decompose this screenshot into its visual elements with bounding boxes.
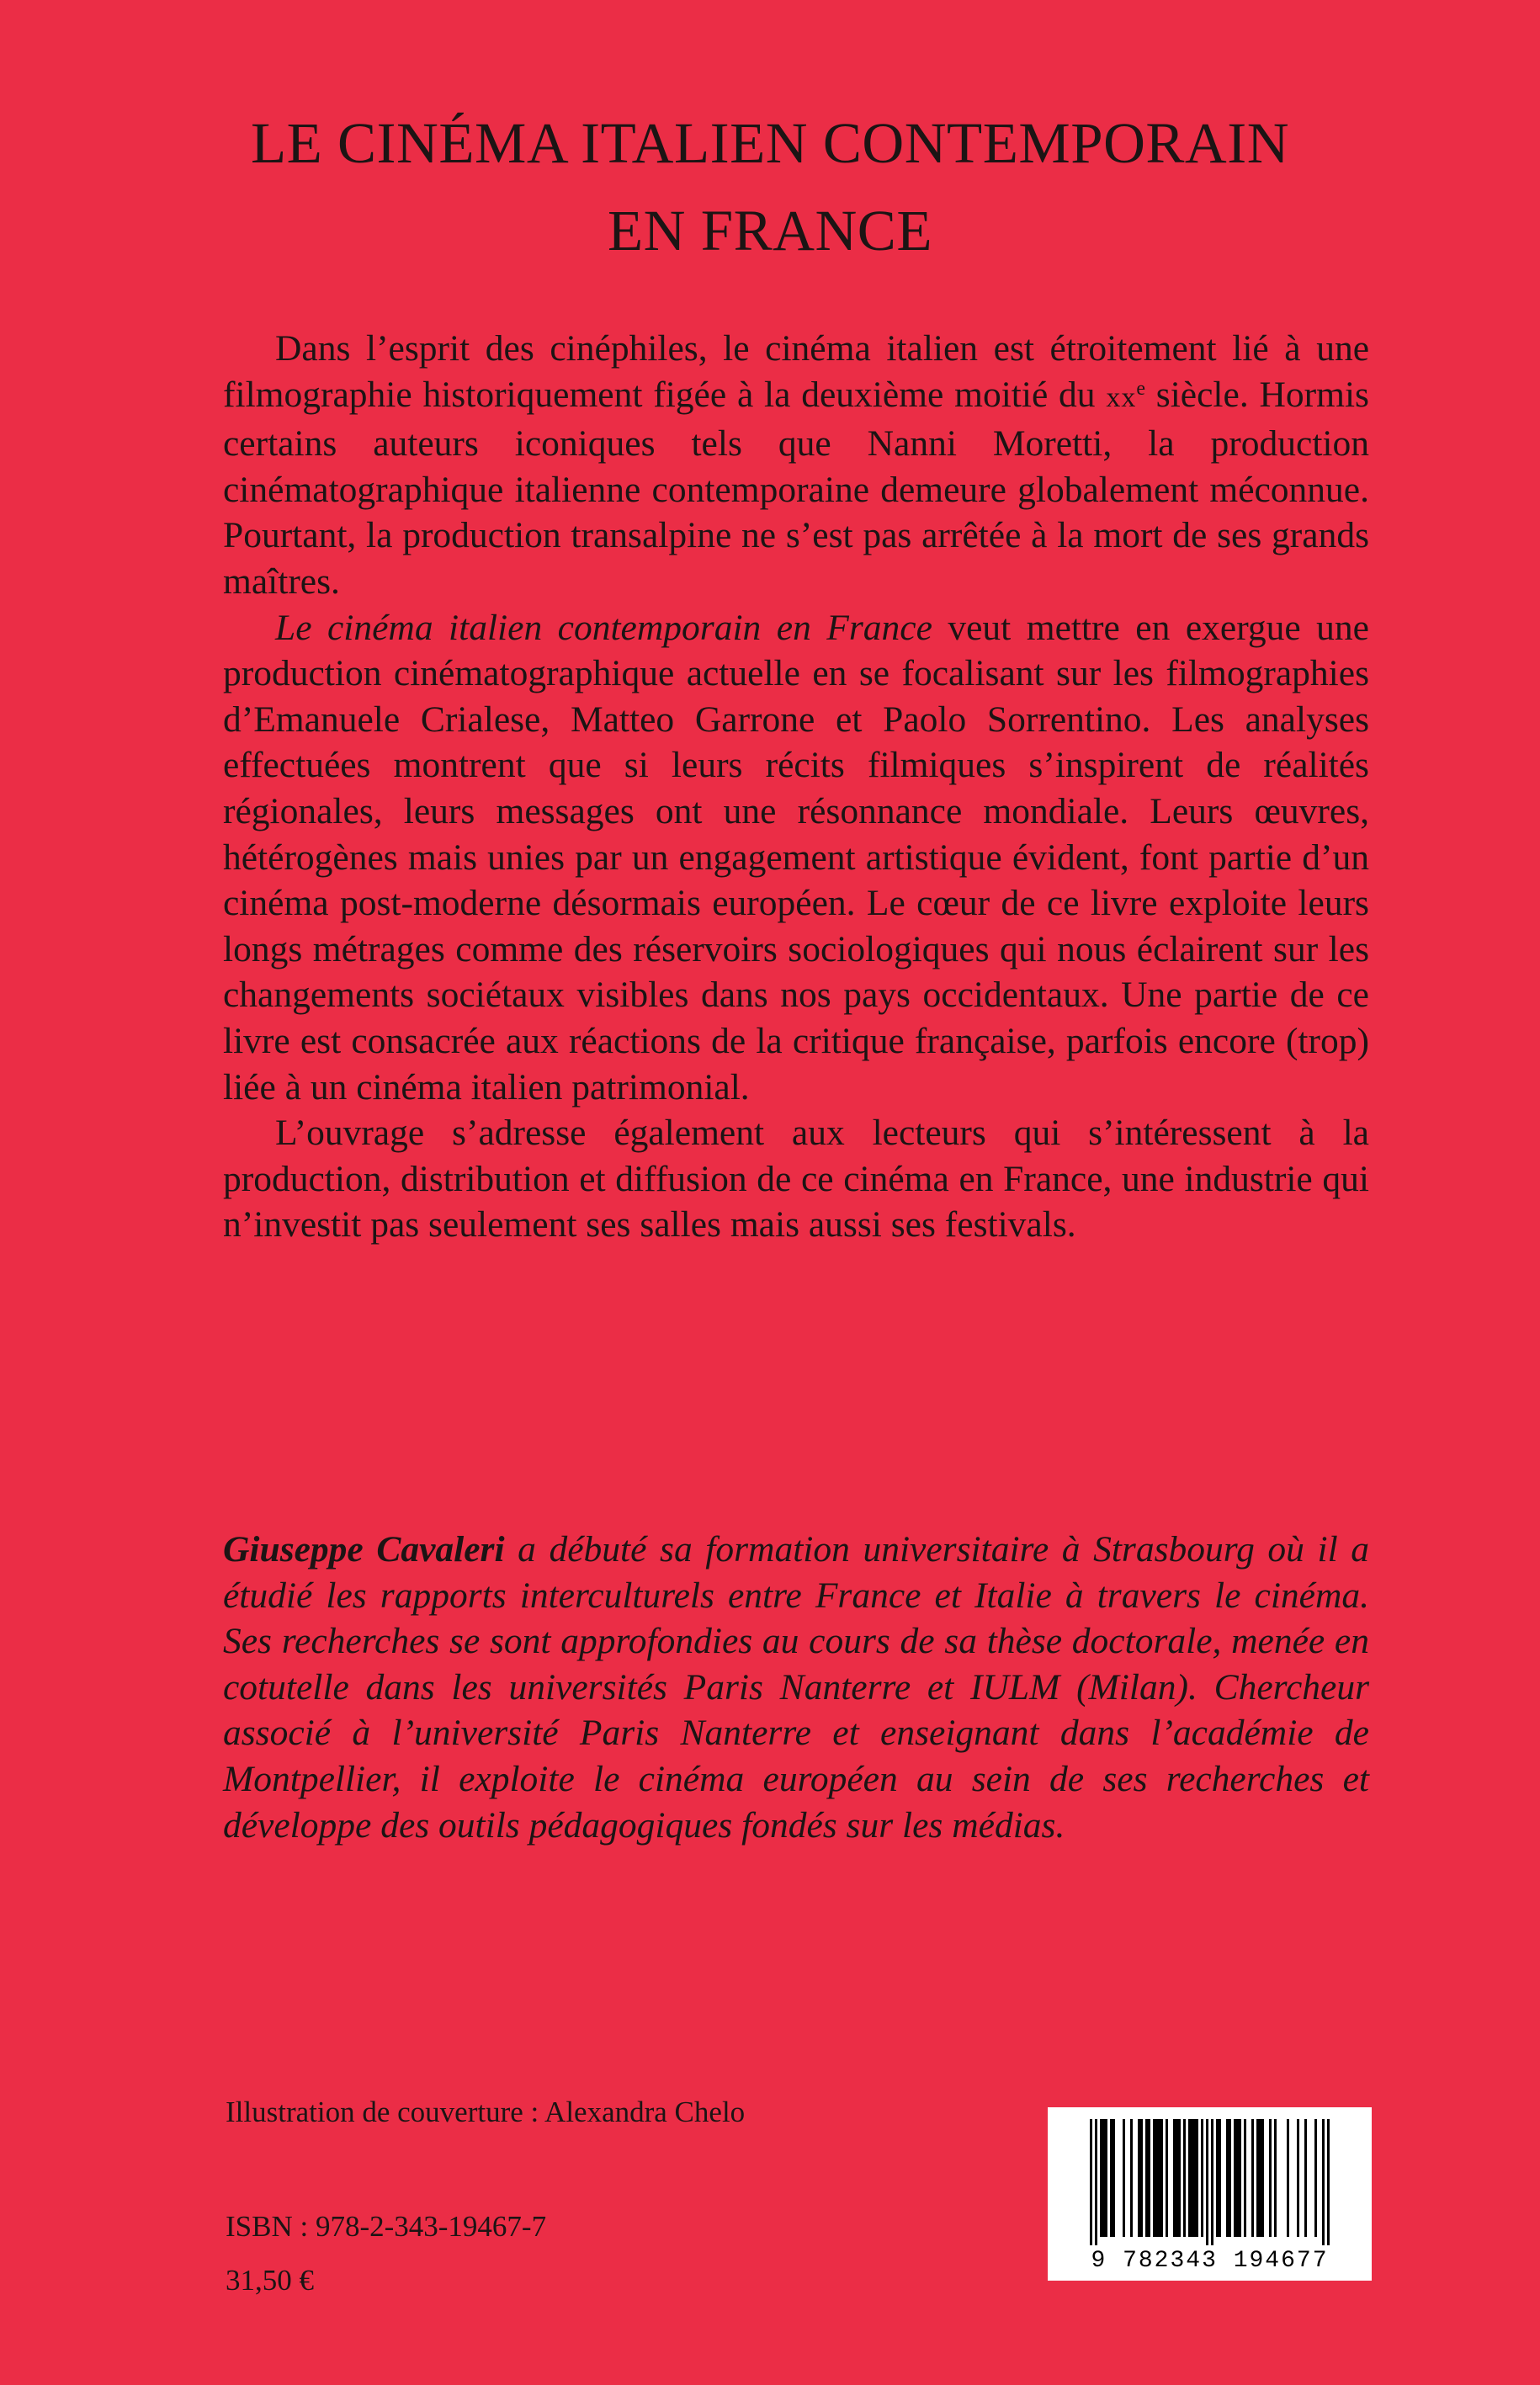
blurb-paragraph-2 [223, 605, 1369, 1111]
barcode-bar [1166, 2119, 1168, 2237]
barcode-bar [1196, 2119, 1198, 2237]
barcode-bar [1113, 2119, 1115, 2237]
barcode-bar [1176, 2119, 1178, 2237]
price: 31,50 € [226, 2264, 314, 2297]
barcode-bar [1219, 2119, 1221, 2237]
blurb-paragraph-1 [223, 326, 1369, 605]
author-bio-text: a débuté sa formation universitaire à Strasbourg où il a étudié les rapports interculturels entre France et Italie à travers le cinéma. Ses recherches se sont approfondies au cours de sa thèse doctorale, menée en cotutelle dans les universités Paris Nanterre et IULM (Milan). Chercheur associé à l’université Paris Nanterre et enseignant dans l’académie de Montpellier, il exploite le cinéma européen au sein de ses recherches et développe des outils pédagogiques fondés sur les médias. [223, 1529, 1370, 1846]
barcode-bar [1244, 2119, 1246, 2237]
barcode-bar [1234, 2119, 1236, 2237]
blurb-paragraph-3: L’ouvrage s’adresse également aux lecteurs qui s’intéressent à la production, distribution et diffusion de ce cinéma en France, une industrie qui n’investit pas seulement ses salles mais aussi ses festivals. [223, 1113, 1369, 1246]
barcode-bar [1297, 2119, 1299, 2237]
barcode-bar [1304, 2119, 1307, 2237]
barcode-bar [1211, 2119, 1213, 2245]
barcode [1048, 2107, 1372, 2281]
barcode-bar [1251, 2119, 1254, 2237]
barcode-bar [1239, 2119, 1241, 2237]
blurb-p1-end: siècle. Hormis certains auteurs iconiques tels que Nanni Moretti, la production cinématographique italienne contemporaine demeure globalement méconnue. Pourtant, la production transalpine ne s’est pas arrêtée à la mort de ses grands maîtres. [223, 374, 1369, 602]
barcode-bar [1322, 2119, 1325, 2245]
barcode-bar [1236, 2119, 1239, 2237]
barcode-bar [1160, 2119, 1163, 2237]
barcode-bar [1229, 2119, 1231, 2237]
barcode-bar [1148, 2119, 1150, 2237]
author-bio [223, 1527, 1369, 1848]
barcode-bar [1327, 2119, 1330, 2245]
barcode-bar [1178, 2119, 1181, 2237]
book-title [0, 99, 1540, 274]
barcode-bar [1191, 2119, 1193, 2237]
barcode-bar [1206, 2119, 1208, 2245]
cover-illustration-credit: Illustration de couverture : Alexandra Chelo [226, 2096, 746, 2128]
barcode-bar [1261, 2119, 1264, 2237]
barcode-bar [1140, 2119, 1143, 2237]
barcode-bar [1287, 2119, 1289, 2237]
barcode-bar [1314, 2119, 1317, 2237]
century-numeral: xx [1106, 381, 1137, 413]
blurb-p1-start: Dans l’esprit des cinéphiles, le cinéma italien est étroitement lié à une filmographie historiquement figée à la deuxième moitié du [223, 328, 1369, 415]
barcode-bar [1153, 2119, 1155, 2237]
barcode-bar [1155, 2119, 1158, 2237]
barcode-bar [1173, 2119, 1176, 2237]
barcode-bar [1102, 2119, 1105, 2237]
barcode-digits: 9 782343 194677 [1091, 2248, 1329, 2274]
barcode-bar [1130, 2119, 1133, 2237]
barcode-bar [1188, 2119, 1191, 2237]
barcode-bar [1110, 2119, 1113, 2237]
barcode-bar [1100, 2119, 1102, 2237]
century-superscript: e [1136, 377, 1145, 400]
isbn: ISBN : 978-2-343-19467-7 [226, 2210, 547, 2243]
barcode-bar [1138, 2119, 1140, 2237]
author-name: Giuseppe Cavaleri [223, 1529, 505, 1570]
barcode-bar [1259, 2119, 1261, 2237]
barcode-bar [1095, 2119, 1097, 2245]
barcode-bar [1201, 2119, 1203, 2237]
barcode-bar [1145, 2119, 1148, 2237]
barcode-bar [1158, 2119, 1160, 2237]
book-title-italic: Le cinéma italien contemporain en France [275, 607, 932, 648]
blurb-p2-rest: veut mettre en exergue une production cinématographique actuelle en se focalisant sur les filmographies d’Emanuele Crialese, Matteo Garrone et Paolo Sorrentino. Les analyses effectuées montrent que si leurs récits filmiques s’inspirent de réalités régionales, leurs messages ont une résonnance mondiale. Leurs œuvres, hétérogènes mais unies par un engagement artistique évident, font partie d’un cinéma post-moderne désormais européen. Le cœur de ce livre exploite leurs longs métrages comme des réservoirs sociologiques qui nous éclairent sur les changements sociétaux visibles dans nos pays occidentaux. Une partie de ce livre est consacrée aux réactions de la critique française, parfois encore (trop) liée à un cinéma italien patrimonial. [223, 607, 1369, 1108]
barcode-bar [1269, 2119, 1272, 2237]
barcode-bar [1105, 2119, 1107, 2237]
barcode-bar [1256, 2119, 1259, 2237]
barcode-bar [1090, 2119, 1092, 2245]
title-line-2: EN FRANCE [608, 199, 932, 263]
barcode-bar [1183, 2119, 1186, 2237]
barcode-bar [1216, 2119, 1219, 2237]
barcode-bar [1123, 2119, 1125, 2237]
blurb [223, 326, 1369, 1248]
barcode-bar [1274, 2119, 1277, 2237]
title-line-1: LE CINÉMA ITALIEN CONTEMPORAIN [250, 111, 1290, 175]
barcode-bar [1193, 2119, 1196, 2237]
barcode-bar [1226, 2119, 1229, 2237]
